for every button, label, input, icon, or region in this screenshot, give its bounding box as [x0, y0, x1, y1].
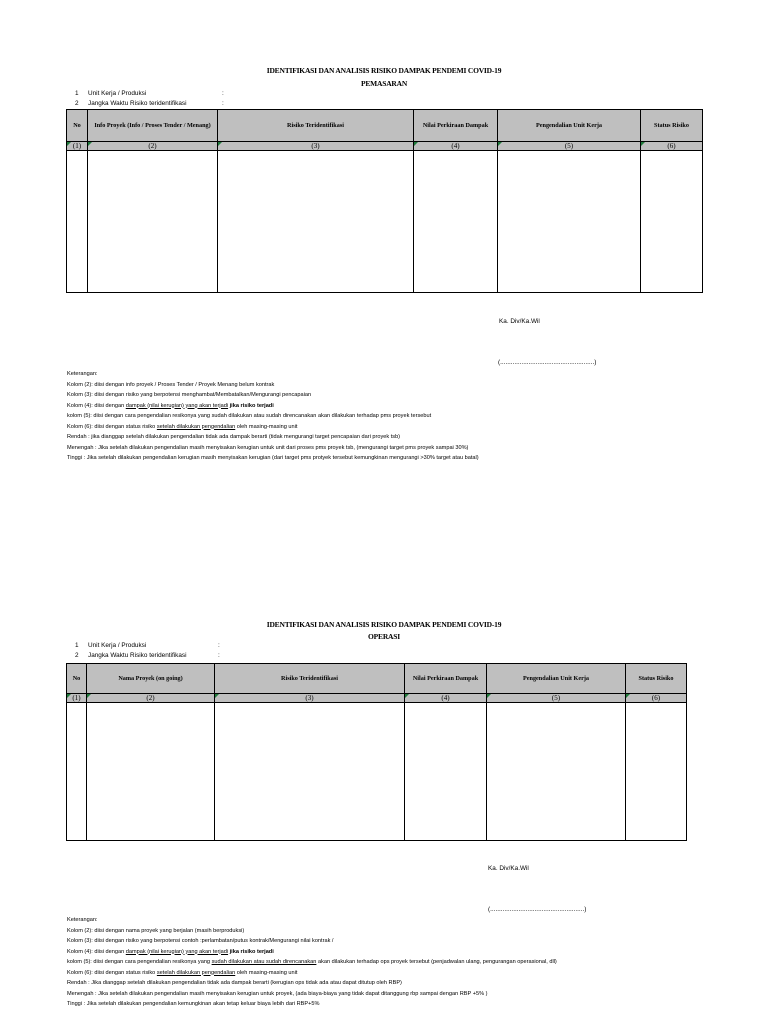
form-subtitle: PEMASARAN — [360, 79, 408, 88]
entry-cell-nilai-dampak[interactable] — [414, 151, 498, 293]
note-line: Rendah : jika dianggap setelah dilakukan pengendalian tidak ada dampak berarti (tidak mengurangi target pencapaian dari proyek tsb) — [67, 434, 401, 440]
header-nilai-dampak: Nilai Perkiraan Dampak — [405, 664, 487, 694]
note-line: Rendah : Jika dianggap setelah dilakukan pengendalian tidak ada dampak berarti (kerugian ops tidak ada atau dapat ditutup oleh RBP) — [67, 980, 402, 986]
header-risiko: Risiko Teridentifikasi — [215, 664, 405, 694]
note-line: Kolom (2): diisi dengan nama proyek yang berjalan (masih berproduksi) — [67, 927, 245, 934]
index-cell: (5) — [487, 694, 626, 703]
note-line: Kolom (4): diisi dengan dampak (nilai kerugian) yang akan terjadi jika risiko terjadi — [67, 948, 274, 955]
note-line: Kolom (4): diisi dengan dampak (nilai kerugian) yang akan terjadi jika risiko terjadi — [67, 402, 274, 409]
signature-title: Ka. Div/Ka.Wil — [499, 318, 540, 325]
entry-cell-info-proyek[interactable] — [88, 151, 218, 293]
entry-cell-nilai-dampak[interactable] — [405, 703, 487, 841]
header-info-proyek: Info Proyek (Info / Proses Tender / Menang) — [88, 110, 218, 142]
note-line: Kolom (2): diisi dengan info proyek / Proses Tender / Proyek Menang belum kontrak — [67, 381, 275, 388]
note-line: kolom (5): diisi dengan cara pengendalian resikonya yang sudah dilakukan atau sudah direncanakan akan dilakukan terhadap pms proyek tersebut — [67, 413, 432, 419]
note-line: Kolom (6): diisi dengan status risiko setelah dilakukan pengendalian oleh masing-masing unit — [67, 423, 298, 430]
header-no: No — [67, 110, 88, 142]
index-cell: (1) — [67, 694, 87, 703]
header-status: Status Risiko — [626, 664, 687, 694]
notes-heading: Keterangan: — [67, 371, 98, 377]
notes-block — [67, 369, 757, 464]
notes-heading: Keterangan: — [67, 917, 98, 923]
index-cell: (3) — [215, 694, 405, 703]
header-pengendalian: Pengendalian Unit Kerja — [487, 664, 626, 694]
entry-cell-status[interactable] — [641, 151, 703, 293]
entry-cell-risiko[interactable] — [215, 703, 405, 841]
entry-cell-nama-proyek[interactable] — [87, 703, 215, 841]
note-line: kolom (5): diisi dengan cara pengendalian resikonya yang sudah dilakukan atau sudah direncanakan akan dilakukan terhadap ops proyek tersebut (penjadwalan ulang, pengurangan operasional, dll) — [67, 959, 557, 965]
header-status: Status Risiko — [641, 110, 703, 142]
entry-cell-no[interactable] — [67, 151, 88, 293]
index-cell: (2) — [87, 694, 215, 703]
header-risiko: Risiko Teridentifikasi — [218, 110, 414, 142]
index-cell: (3) — [218, 142, 414, 151]
entry-cell-risiko[interactable] — [218, 151, 414, 293]
entry-cell-status[interactable] — [626, 703, 687, 841]
form-title: IDENTIFIKASI DAN ANALISIS RISIKO DAMPAK PENDEMI COVID-19 — [266, 66, 502, 75]
note-line: Menengah : Jika setelah dilakukan pengendalian masih menyisakan kerugian untuk unit dari proses pms proyek tsb, (mengurangi target pms proyek sampai 30%) — [67, 444, 469, 451]
note-line: Kolom (3): diisi dengan risiko yang berpotensi contoh :perlambatan/putus kontrak/Mengurangi nilai kontrak / — [67, 938, 334, 944]
entry-cell-pengendalian[interactable] — [498, 151, 641, 293]
note-line: Kolom (3): diisi dengan risiko yang berpotensi menghambat/Membatalkan/Mengurangi pencapaian — [67, 392, 312, 398]
risk-table — [66, 109, 703, 293]
index-cell: (4) — [414, 142, 498, 151]
index-cell: (2) — [88, 142, 218, 151]
signature-line: (.....................................................) — [488, 906, 587, 913]
signature-line: (.....................................................) — [498, 359, 597, 366]
form-title: IDENTIFIKASI DAN ANALISIS RISIKO DAMPAK PENDEMI COVID-19 — [266, 620, 502, 629]
index-cell: (1) — [67, 142, 88, 151]
risk-table — [66, 663, 687, 841]
index-cell: (5) — [498, 142, 641, 151]
header-nilai-dampak: Nilai Perkiraan Dampak — [414, 110, 498, 142]
note-line: Tinggi : Jika setelah dilakukan pengendalian kerugian masih menyisakan kerugian (dari target pms protyek tersebut kemungkinan mengurangi >30% target atau batal) — [67, 455, 479, 461]
index-cell: (4) — [405, 694, 487, 703]
signature-title: Ka. Div/Ka.Wil — [488, 865, 529, 872]
index-cell: (6) — [641, 142, 703, 151]
header-no: No — [67, 664, 87, 694]
form-subtitle: OPERASI — [368, 632, 400, 641]
note-line: Menengah : Jika setelah dilakukan pengendalian masih menyisakan kerugian untuk proyek, (ada biaya-biaya yang tidak dapat ditanggung rbp sampai dengan RBP +5% ) — [67, 990, 488, 997]
entry-cell-pengendalian[interactable] — [487, 703, 626, 841]
header-nama-proyek: Nama Proyek (on going) — [87, 664, 215, 694]
note-line: Kolom (6): diisi dengan status risiko setelah dilakukan pengendalian oleh masing-masing unit — [67, 969, 298, 976]
index-cell: (6) — [626, 694, 687, 703]
header-pengendalian: Pengendalian Unit Kerja — [498, 110, 641, 142]
note-line: Tinggi : Jika setelah dilakukan pengendalian kemungkinan akan tetap keluar biaya lebih dari RBP+5% — [67, 1001, 320, 1007]
entry-cell-no[interactable] — [67, 703, 87, 841]
notes-block — [67, 915, 757, 1010]
